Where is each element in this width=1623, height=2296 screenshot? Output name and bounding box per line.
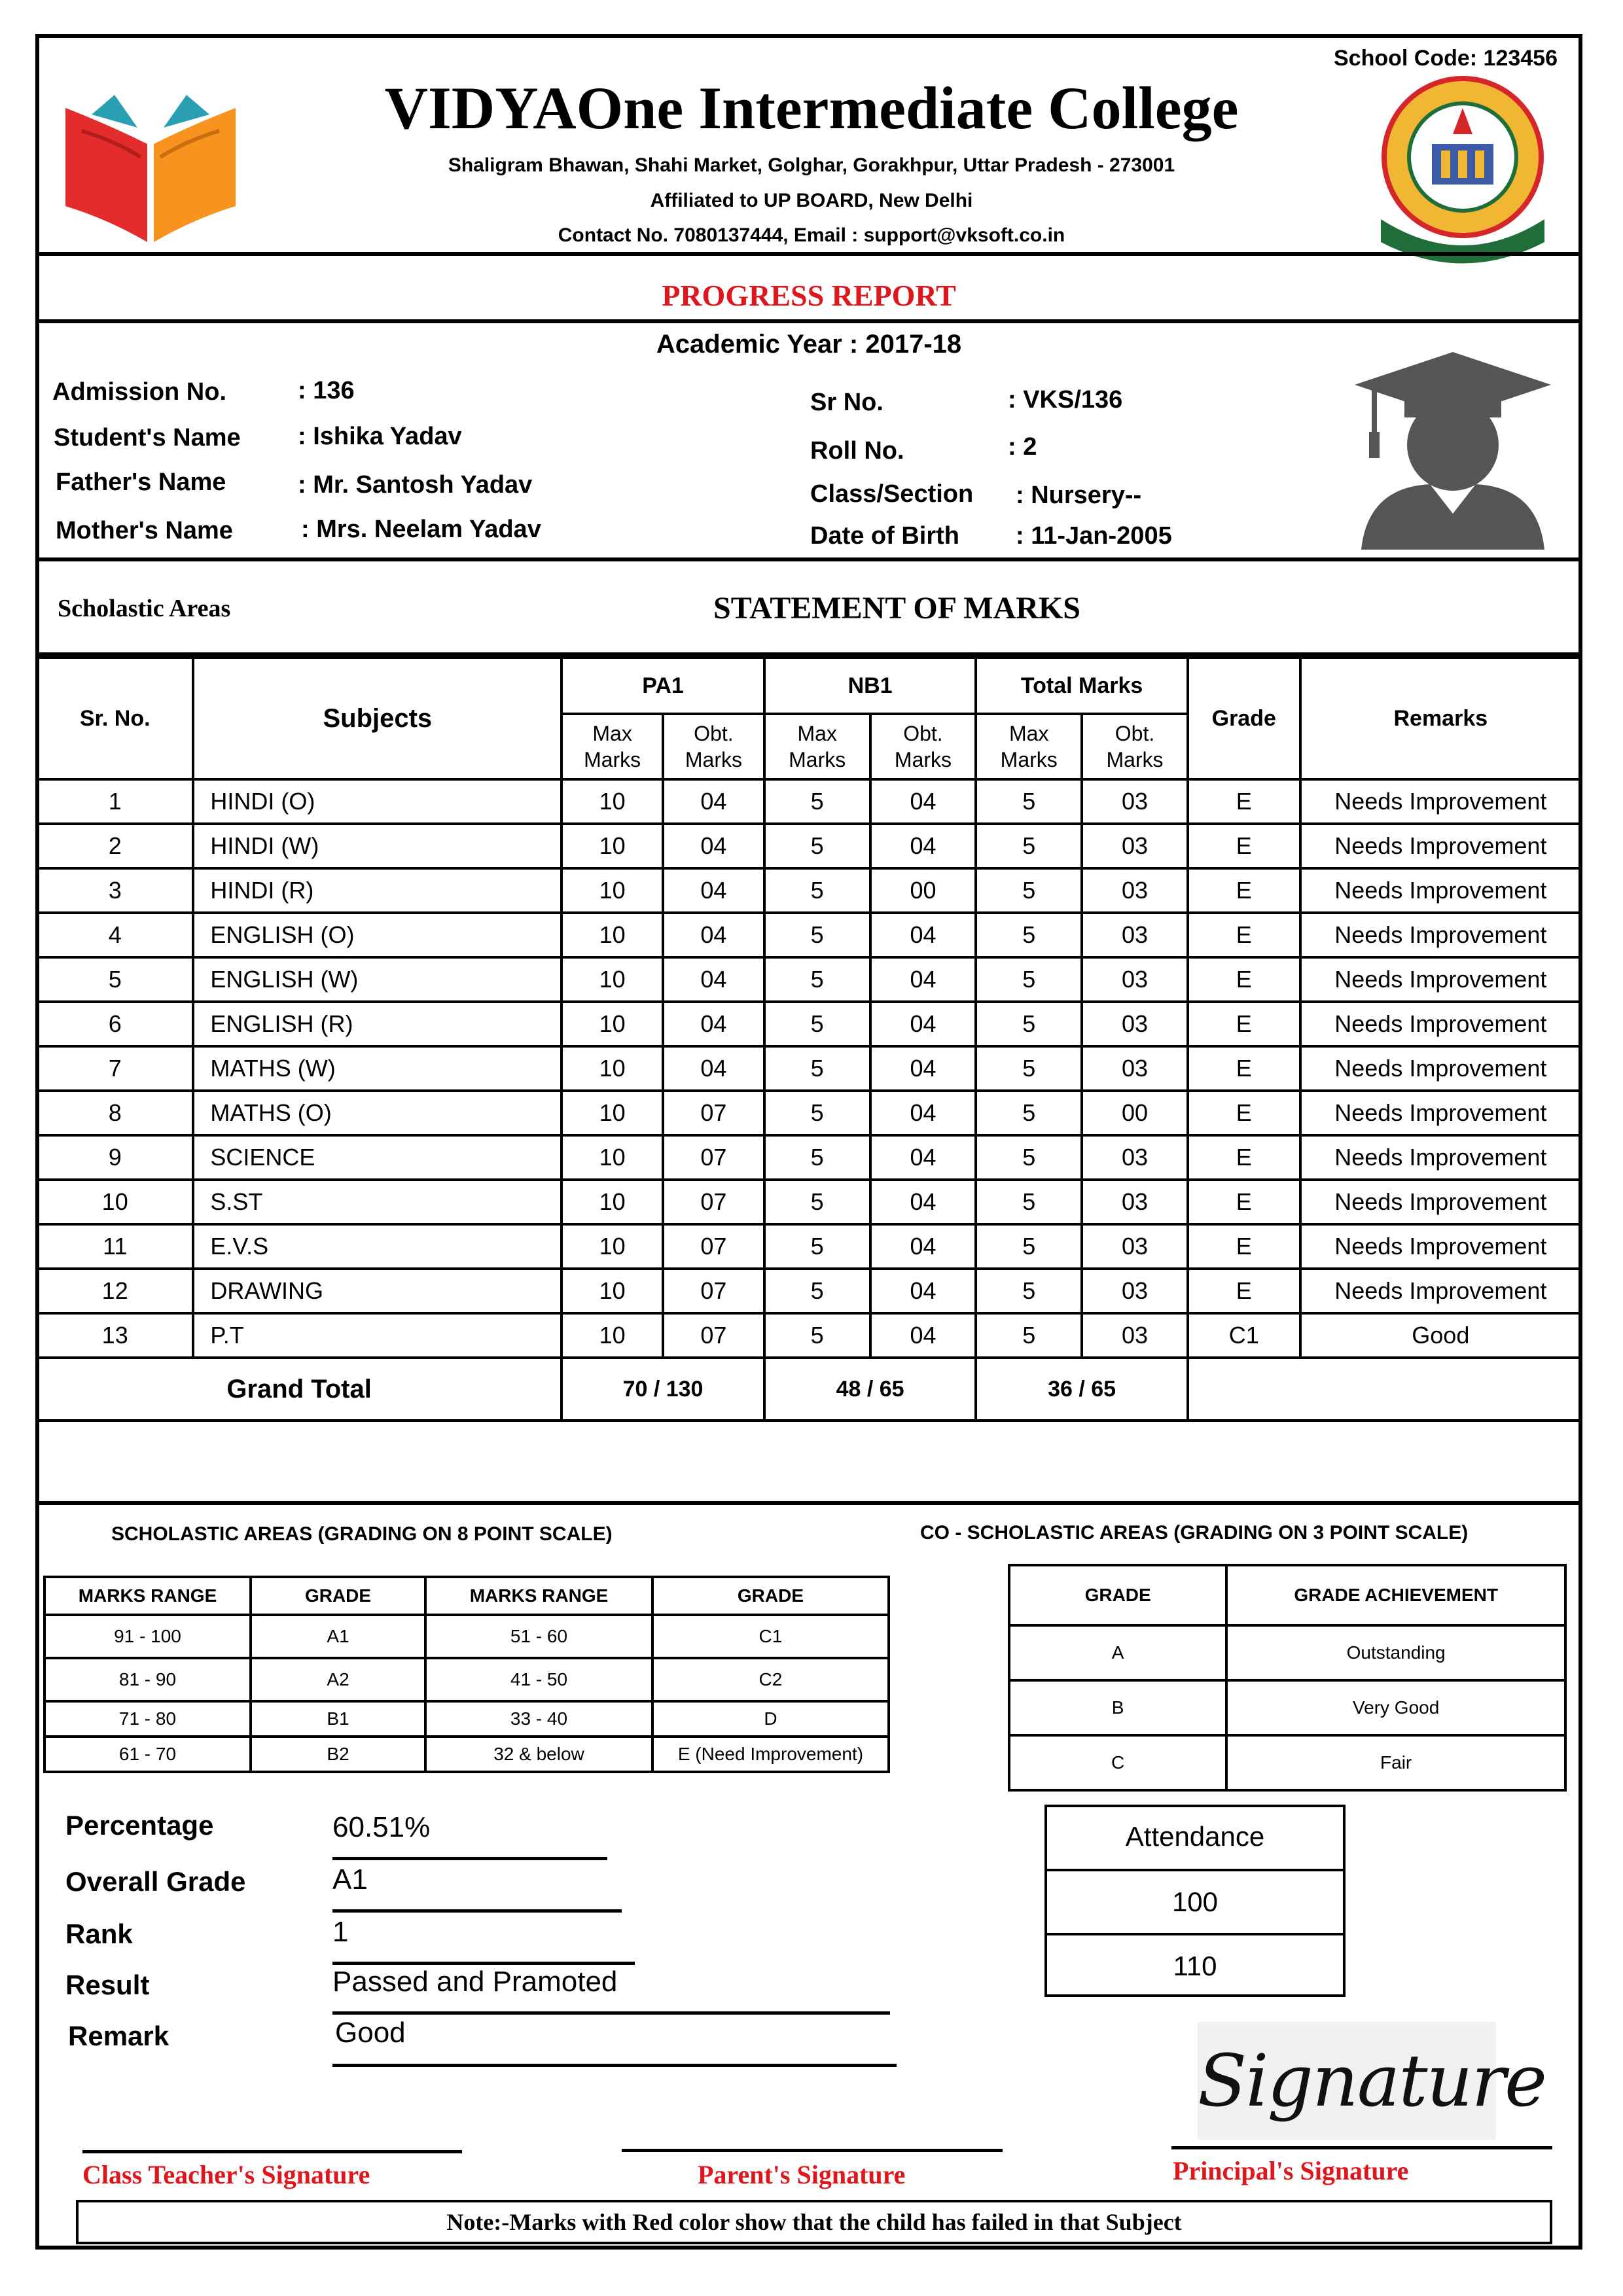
row-total-obt: 03 <box>1082 957 1188 1002</box>
row-total-obt: 03 <box>1082 1135 1188 1180</box>
row-total-max: 5 <box>976 1091 1082 1135</box>
header-remarks: Remarks <box>1300 658 1581 779</box>
header-pa1: PA1 <box>562 658 764 714</box>
row-pa1-max: 10 <box>562 868 663 913</box>
principal-signature-label: Principal's Signature <box>1173 2156 1409 2185</box>
row-grade: E <box>1188 1269 1300 1313</box>
row-srno: 5 <box>37 957 193 1002</box>
row-nb1-max: 5 <box>764 957 870 1002</box>
grand-total-total: 36 / 65 <box>976 1358 1188 1421</box>
table-row <box>37 1091 1581 1135</box>
rank-value: 1 <box>332 1916 349 1948</box>
row-remark: Needs Improvement <box>1300 1046 1581 1091</box>
table-row <box>37 824 1581 868</box>
row-srno: 1 <box>37 779 193 824</box>
scale-marks-range: 33 - 40 <box>425 1701 652 1737</box>
row-total-obt: 03 <box>1082 824 1188 868</box>
row-grade: E <box>1188 1180 1300 1224</box>
scale-header-grade-2: GRADE <box>652 1577 889 1615</box>
row-pa1-obt: 07 <box>663 1313 764 1358</box>
signature-scrawl: Signature <box>1198 2039 1546 2123</box>
student-name-value: : Ishika Yadav <box>298 423 462 450</box>
row-nb1-max: 5 <box>764 1180 870 1224</box>
scale-marks-range: 51 - 60 <box>425 1615 652 1658</box>
row-pa1-max: 10 <box>562 1224 663 1269</box>
scale-grade: D <box>652 1701 889 1737</box>
row-subject: MATHS (O) <box>193 1091 562 1135</box>
row-grade: E <box>1188 779 1300 824</box>
grand-total-label: Grand Total <box>37 1358 562 1421</box>
row-remark: Needs Improvement <box>1300 779 1581 824</box>
row-pa1-max: 10 <box>562 824 663 868</box>
row-srno: 4 <box>37 913 193 957</box>
row-nb1-obt: 04 <box>870 1091 976 1135</box>
table-row <box>37 779 1581 824</box>
row-srno: 8 <box>37 1091 193 1135</box>
scale-marks-range: 91 - 100 <box>45 1615 251 1658</box>
father-name-value: : Mr. Santosh Yadav <box>298 471 533 499</box>
co-header-achievement: GRADE ACHIEVEMENT <box>1226 1565 1565 1625</box>
row-subject: ENGLISH (W) <box>193 957 562 1002</box>
row-total-max: 5 <box>976 1046 1082 1091</box>
scale-grade: B2 <box>251 1737 425 1772</box>
row-pa1-obt: 07 <box>663 1224 764 1269</box>
row-total-max: 5 <box>976 1180 1082 1224</box>
co-achievement: Very Good <box>1226 1680 1565 1735</box>
school-name: VIDYAOne Intermediate College <box>384 75 1239 141</box>
dob-value: : 11-Jan-2005 <box>1016 522 1172 550</box>
scale-grade: A2 <box>251 1658 425 1701</box>
row-remark: Needs Improvement <box>1300 913 1581 957</box>
table-row <box>37 1269 1581 1313</box>
row-total-max: 5 <box>976 1269 1082 1313</box>
row-pa1-obt: 07 <box>663 1269 764 1313</box>
row-total-obt: 03 <box>1082 1269 1188 1313</box>
academic-year: Academic Year : 2017-18 <box>656 330 962 359</box>
row-nb1-max: 5 <box>764 868 870 913</box>
percentage-label: Percentage <box>65 1810 214 1841</box>
row-srno: 10 <box>37 1180 193 1224</box>
row-subject: HINDI (W) <box>193 824 562 868</box>
row-nb1-max: 5 <box>764 824 870 868</box>
co-header-grade: GRADE <box>1009 1565 1226 1625</box>
row-remark: Needs Improvement <box>1300 868 1581 913</box>
row-pa1-max: 10 <box>562 957 663 1002</box>
row-total-obt: 03 <box>1082 779 1188 824</box>
overall-grade-value: A1 <box>332 1863 368 1896</box>
row-srno: 7 <box>37 1046 193 1091</box>
row-grade: E <box>1188 1224 1300 1269</box>
row-total-obt: 03 <box>1082 1224 1188 1269</box>
row-grade: E <box>1188 957 1300 1002</box>
row-nb1-max: 5 <box>764 1224 870 1269</box>
scale-row <box>45 1737 889 1772</box>
header-total-max: Max Marks <box>976 714 1082 779</box>
co-grade: B <box>1009 1680 1226 1735</box>
row-pa1-obt: 07 <box>663 1180 764 1224</box>
table-row <box>37 1002 1581 1046</box>
admission-label: Admission No. <box>52 378 227 406</box>
scale-grade: A1 <box>251 1615 425 1658</box>
report-title: PROGRESS REPORT <box>662 279 956 312</box>
scale-header-grade-1: GRADE <box>251 1577 425 1615</box>
row-nb1-obt: 04 <box>870 1313 976 1358</box>
row-grade: E <box>1188 1091 1300 1135</box>
roll-value: : 2 <box>1008 433 1037 461</box>
row-total-max: 5 <box>976 1135 1082 1180</box>
row-nb1-obt: 00 <box>870 868 976 913</box>
result-value: Passed and Pramoted <box>332 1966 618 1998</box>
row-nb1-max: 5 <box>764 1269 870 1313</box>
row-subject: MATHS (W) <box>193 1046 562 1091</box>
row-total-obt: 03 <box>1082 1180 1188 1224</box>
scale-marks-range: 32 & below <box>425 1737 652 1772</box>
statement-title: STATEMENT OF MARKS <box>713 591 1080 626</box>
class-label: Class/Section <box>810 480 974 508</box>
row-remark: Good <box>1300 1313 1581 1358</box>
table-row <box>37 1180 1581 1224</box>
row-nb1-obt: 04 <box>870 1002 976 1046</box>
attendance-total: 110 <box>1173 1951 1217 1981</box>
row-pa1-obt: 04 <box>663 913 764 957</box>
row-remark: Needs Improvement <box>1300 1091 1581 1135</box>
header-subjects: Subjects <box>193 658 562 779</box>
row-nb1-obt: 04 <box>870 824 976 868</box>
row-pa1-obt: 04 <box>663 779 764 824</box>
row-subject: S.ST <box>193 1180 562 1224</box>
board-seal <box>1355 75 1571 265</box>
failure-note: Note:-Marks with Red color show that the child has failed in that Subject <box>76 2200 1552 2244</box>
admission-value: : 136 <box>298 377 355 404</box>
marks-table <box>35 656 1582 1422</box>
row-pa1-obt: 04 <box>663 868 764 913</box>
row-subject: HINDI (R) <box>193 868 562 913</box>
principal-signature-image <box>1198 2022 1546 2140</box>
co-achievement: Outstanding <box>1226 1625 1565 1680</box>
row-srno: 2 <box>37 824 193 868</box>
srno-label: Sr No. <box>810 389 883 416</box>
row-subject: DRAWING <box>193 1269 562 1313</box>
header-total-obt: Obt. Marks <box>1082 714 1188 779</box>
co-scholastic-scale-table <box>1008 1564 1567 1792</box>
row-total-max: 5 <box>976 779 1082 824</box>
school-contact: Contact No. 7080137444, Email : support@vksoft.co.in <box>558 224 1065 246</box>
scale-grade: C2 <box>652 1658 889 1701</box>
row-nb1-max: 5 <box>764 1135 870 1180</box>
row-nb1-max: 5 <box>764 1313 870 1358</box>
table-row <box>37 1135 1581 1180</box>
row-pa1-obt: 04 <box>663 1002 764 1046</box>
row-total-obt: 03 <box>1082 913 1188 957</box>
co-scale-row <box>1009 1680 1565 1735</box>
class-teacher-signature-label: Class Teacher's Signature <box>82 2160 370 2189</box>
scale-grade: E (Need Improvement) <box>652 1737 889 1772</box>
row-total-max: 5 <box>976 913 1082 957</box>
scale-row <box>45 1615 889 1658</box>
row-grade: E <box>1188 824 1300 868</box>
row-subject: ENGLISH (O) <box>193 913 562 957</box>
srno-value: : VKS/136 <box>1008 386 1123 414</box>
co-grade: C <box>1009 1735 1226 1790</box>
row-srno: 9 <box>37 1135 193 1180</box>
row-subject: P.T <box>193 1313 562 1358</box>
father-name-label: Father's Name <box>56 468 226 496</box>
row-pa1-obt: 04 <box>663 957 764 1002</box>
row-grade: E <box>1188 913 1300 957</box>
row-pa1-max: 10 <box>562 1091 663 1135</box>
attendance-box <box>1044 1805 1346 1997</box>
row-grade: E <box>1188 868 1300 913</box>
row-nb1-obt: 04 <box>870 1269 976 1313</box>
scholastic-areas-label: Scholastic Areas <box>58 595 231 622</box>
row-pa1-max: 10 <box>562 1046 663 1091</box>
school-address: Shaligram Bhawan, Shahi Market, Golghar, Gorakhpur, Uttar Pradesh - 273001 <box>448 154 1175 176</box>
row-total-obt: 03 <box>1082 1046 1188 1091</box>
school-logo <box>46 69 255 252</box>
co-scholastic-scale-title: CO - SCHOLASTIC AREAS (GRADING ON 3 POINT SCALE) <box>920 1522 1469 1544</box>
grand-total-empty <box>1188 1358 1581 1421</box>
row-pa1-obt: 07 <box>663 1091 764 1135</box>
student-photo-placeholder <box>1348 347 1558 550</box>
row-nb1-max: 5 <box>764 779 870 824</box>
roll-label: Roll No. <box>810 437 904 465</box>
row-pa1-max: 10 <box>562 779 663 824</box>
row-nb1-obt: 04 <box>870 1224 976 1269</box>
table-row <box>37 868 1581 913</box>
row-pa1-max: 10 <box>562 913 663 957</box>
row-subject: SCIENCE <box>193 1135 562 1180</box>
row-remark: Needs Improvement <box>1300 957 1581 1002</box>
header-grade: Grade <box>1188 658 1300 779</box>
row-total-obt: 03 <box>1082 1313 1188 1358</box>
class-value: : Nursery-- <box>1016 482 1142 509</box>
parent-signature-label: Parent's Signature <box>698 2160 906 2189</box>
row-pa1-obt: 04 <box>663 824 764 868</box>
header-pa1-obt: Obt. Marks <box>663 714 764 779</box>
row-subject: HINDI (O) <box>193 779 562 824</box>
dob-label: Date of Birth <box>810 522 959 550</box>
row-pa1-max: 10 <box>562 1269 663 1313</box>
co-grade: A <box>1009 1625 1226 1680</box>
row-remark: Needs Improvement <box>1300 1269 1581 1313</box>
row-grade: E <box>1188 1002 1300 1046</box>
row-total-max: 5 <box>976 868 1082 913</box>
scale-marks-range: 41 - 50 <box>425 1658 652 1701</box>
scale-row <box>45 1701 889 1737</box>
row-nb1-obt: 04 <box>870 957 976 1002</box>
scale-marks-range: 71 - 80 <box>45 1701 251 1737</box>
row-subject: ENGLISH (R) <box>193 1002 562 1046</box>
row-remark: Needs Improvement <box>1300 1135 1581 1180</box>
header-nb1-max: Max Marks <box>764 714 870 779</box>
student-name-label: Student's Name <box>54 424 241 451</box>
school-affiliation: Affiliated to UP BOARD, New Delhi <box>650 190 973 211</box>
row-srno: 12 <box>37 1269 193 1313</box>
row-srno: 6 <box>37 1002 193 1046</box>
remark-value: Good <box>335 2017 406 2049</box>
scholastic-scale-title: SCHOLASTIC AREAS (GRADING ON 8 POINT SCALE) <box>111 1523 613 1545</box>
row-pa1-max: 10 <box>562 1002 663 1046</box>
header-total-marks: Total Marks <box>976 658 1188 714</box>
row-grade: C1 <box>1188 1313 1300 1358</box>
scale-marks-range: 61 - 70 <box>45 1737 251 1772</box>
row-remark: Needs Improvement <box>1300 1002 1581 1046</box>
remark-label: Remark <box>68 2021 169 2051</box>
row-nb1-max: 5 <box>764 1046 870 1091</box>
row-pa1-obt: 07 <box>663 1135 764 1180</box>
attendance-present: 100 <box>1047 1871 1343 1935</box>
co-scale-row <box>1009 1625 1565 1680</box>
row-subject: E.V.S <box>193 1224 562 1269</box>
row-nb1-max: 5 <box>764 1002 870 1046</box>
table-row <box>37 913 1581 957</box>
row-pa1-max: 10 <box>562 1180 663 1224</box>
school-code: School Code: 123456 <box>1333 46 1558 71</box>
row-nb1-obt: 04 <box>870 1180 976 1224</box>
scale-grade: C1 <box>652 1615 889 1658</box>
row-nb1-obt: 04 <box>870 1046 976 1091</box>
table-row <box>37 1224 1581 1269</box>
header-pa1-max: Max Marks <box>562 714 663 779</box>
scale-marks-range: 81 - 90 <box>45 1658 251 1701</box>
row-nb1-max: 5 <box>764 913 870 957</box>
row-srno: 11 <box>37 1224 193 1269</box>
row-grade: E <box>1188 1135 1300 1180</box>
row-total-max: 5 <box>976 1002 1082 1046</box>
row-srno: 3 <box>37 868 193 913</box>
percentage-value: 60.51% <box>332 1811 431 1843</box>
scale-header-range-1: MARKS RANGE <box>45 1577 251 1615</box>
co-scale-row <box>1009 1735 1565 1790</box>
row-remark: Needs Improvement <box>1300 1180 1581 1224</box>
table-row <box>37 957 1581 1002</box>
overall-grade-label: Overall Grade <box>65 1866 246 1897</box>
row-remark: Needs Improvement <box>1300 1224 1581 1269</box>
row-total-max: 5 <box>976 1224 1082 1269</box>
row-total-max: 5 <box>976 824 1082 868</box>
row-pa1-max: 10 <box>562 1135 663 1180</box>
table-row <box>37 1046 1581 1091</box>
scholastic-scale-table <box>43 1576 890 1773</box>
scale-grade: B1 <box>251 1701 425 1737</box>
attendance-label: Attendance <box>1047 1807 1343 1871</box>
scale-header-range-2: MARKS RANGE <box>425 1577 652 1615</box>
row-remark: Needs Improvement <box>1300 824 1581 868</box>
row-total-max: 5 <box>976 1313 1082 1358</box>
result-label: Result <box>65 1969 150 2000</box>
row-total-obt: 00 <box>1082 1091 1188 1135</box>
row-pa1-obt: 04 <box>663 1046 764 1091</box>
header-nb1-obt: Obt. Marks <box>870 714 976 779</box>
row-nb1-max: 5 <box>764 1091 870 1135</box>
row-nb1-obt: 04 <box>870 913 976 957</box>
row-grade: E <box>1188 1046 1300 1091</box>
header-srno: Sr. No. <box>37 658 193 779</box>
row-total-obt: 03 <box>1082 1002 1188 1046</box>
scale-row <box>45 1658 889 1701</box>
header-nb1: NB1 <box>764 658 976 714</box>
row-srno: 13 <box>37 1313 193 1358</box>
row-total-obt: 03 <box>1082 868 1188 913</box>
rank-label: Rank <box>65 1918 133 1949</box>
co-achievement: Fair <box>1226 1735 1565 1790</box>
row-nb1-obt: 04 <box>870 779 976 824</box>
mother-name-label: Mother's Name <box>56 517 233 544</box>
row-pa1-max: 10 <box>562 1313 663 1358</box>
grand-total-nb1: 48 / 65 <box>764 1358 976 1421</box>
grand-total-pa1: 70 / 130 <box>562 1358 764 1421</box>
row-total-max: 5 <box>976 957 1082 1002</box>
mother-name-value: : Mrs. Neelam Yadav <box>301 516 541 543</box>
table-row <box>37 1313 1581 1358</box>
row-nb1-obt: 04 <box>870 1135 976 1180</box>
